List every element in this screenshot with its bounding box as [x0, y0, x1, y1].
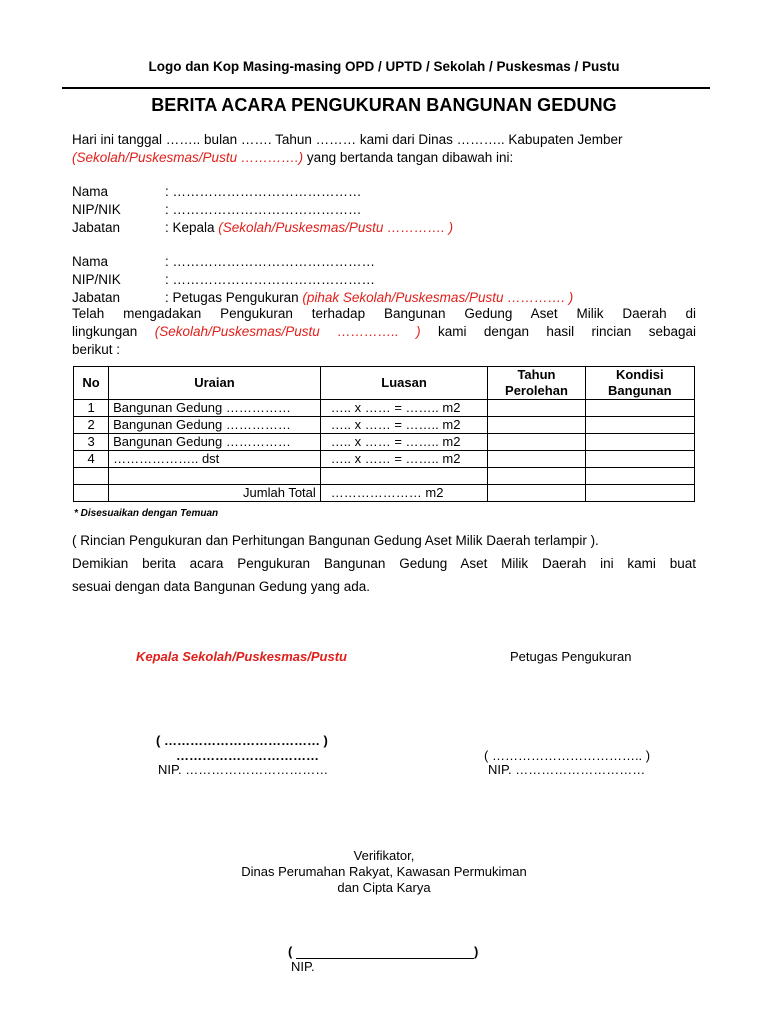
row-kondisi [585, 417, 694, 434]
party1-jabatan-row [72, 219, 696, 237]
row-tahun [488, 417, 585, 434]
rincian-paragraph: ( Rincian Pengukuran dan Perhitungan Bangunan Gedung Aset Milik Daerah terlampir ). [72, 533, 599, 548]
table-row [74, 451, 695, 468]
header-tahun-line1: Tahun [517, 367, 556, 382]
party2-nip-label: NIP/NIK [72, 272, 121, 287]
party2-nama-label: Nama [72, 254, 109, 269]
verifikator-dinas-line2: dan Cipta Karya [337, 880, 431, 895]
total-label: Jumlah Total [109, 485, 321, 502]
sign-left-name-line2: …………………………… [176, 748, 319, 763]
row-kondisi [585, 451, 694, 468]
row-uraian: ……………….. dst [109, 451, 321, 468]
verifikator-open-paren: ( [288, 944, 293, 959]
row-kondisi [585, 400, 694, 417]
header-no: No [74, 367, 109, 400]
row-no: 4 [74, 451, 109, 468]
letterhead-placeholder: Logo dan Kop Masing-masing OPD / UPTD / Sekolah / Puskesmas / Pustu [148, 59, 620, 74]
verifikator-nip: NIP. [291, 959, 315, 974]
sign-left-title: Kepala Sekolah/Puskesmas/Pustu [136, 649, 347, 664]
row-luasan: ….. x …… = …….. m2 [320, 434, 488, 451]
verifikator-block [0, 848, 768, 896]
document-title: BERITA ACARA PENGUKURAN BANGUNAN GEDUNG [151, 95, 617, 115]
telah-line-3: berikut : [72, 342, 121, 357]
row-no: 2 [74, 417, 109, 434]
row-uraian: Bangunan Gedung …………… [109, 417, 321, 434]
row-uraian: Bangunan Gedung …………… [109, 434, 321, 451]
header-tahun-perolehan [488, 367, 585, 400]
intro-signers-text: yang bertanda tangan dibawah ini: [303, 150, 514, 165]
table-header-row [74, 367, 695, 400]
table-row [74, 434, 695, 451]
party2-nip-row [72, 271, 696, 289]
intro-line-1: Hari ini tanggal …….. bulan ……. Tahun ……… kami dari Dinas ……….. Kabupaten Jember [72, 132, 623, 147]
party2-jabatan-institution: (pihak Sekolah/Puskesmas/Pustu …………. ) [302, 290, 574, 305]
party1-jabatan-label: Jabatan [72, 220, 121, 235]
sign-right-title: Petugas Pengukuran [510, 649, 632, 664]
table-row-empty [74, 468, 695, 485]
telah-hasil: kami dengan hasil rincian sebagai [438, 324, 696, 339]
party2-jabatan-label: Jabatan [72, 290, 121, 305]
row-kondisi [585, 434, 694, 451]
party1-nama-row [72, 183, 696, 201]
row-luasan: ….. x …… = …….. m2 [320, 417, 488, 434]
header-kondisi-line2: Bangunan [608, 383, 672, 398]
row-no: 1 [74, 400, 109, 417]
row-tahun [488, 434, 585, 451]
party1-nama-label: Nama [72, 184, 109, 199]
closing-line-2: sesuai dengan data Bangunan Gedung yang ada. [72, 579, 371, 594]
verifikator-signature-line [296, 958, 474, 959]
sign-right-nip: NIP. ………………………… [488, 762, 646, 777]
party1-nip-row [72, 201, 696, 219]
verifikator-close-paren: ) [474, 944, 479, 959]
letterhead-rule [62, 87, 710, 89]
table-row [74, 400, 695, 417]
telah-line-2 [72, 323, 696, 341]
table-note: * Disesuaikan dengan Temuan [74, 508, 219, 519]
header-kondisi-line1: Kondisi [615, 367, 664, 382]
telah-lingkungan: lingkungan [72, 324, 155, 339]
total-value: ………………… m2 [320, 485, 488, 502]
sign-right-name: ( …………………………….. ) [484, 748, 651, 763]
party1-jabatan-institution: (Sekolah/Puskesmas/Pustu …………. ) [218, 220, 454, 235]
sign-left-nip: NIP. …………………………… [158, 762, 329, 777]
table-total-row [74, 485, 695, 502]
row-tahun [488, 451, 585, 468]
party1-nip-label: NIP/NIK [72, 202, 121, 217]
party2-jabatan-value: : Petugas Pengukuran [165, 290, 303, 305]
row-luasan: ….. x …… = …….. m2 [320, 400, 488, 417]
row-uraian: Bangunan Gedung …………… [109, 400, 321, 417]
header-kondisi-bangunan [585, 367, 694, 400]
telah-line-1: Telah mengadakan Pengukuran terhadap Bangunan Gedung Aset Milik Daerah di [72, 306, 696, 321]
closing-line-1: Demikian berita acara Pengukuran Bangunan Gedung Aset Milik Daerah ini kami buat [72, 556, 696, 571]
party2-nama-row [72, 253, 696, 271]
measurement-table [73, 366, 695, 502]
party2-nama-value: : ……………………………………… [165, 254, 376, 269]
header-tahun-line2: Perolehan [505, 383, 568, 398]
intro-institution: (Sekolah/Puskesmas/Pustu ………….) [72, 150, 304, 165]
party2-nip-value: : ……………………………………… [165, 272, 376, 287]
intro-line-2 [72, 149, 696, 167]
party1-jabatan-value: : Kepala [165, 220, 219, 235]
verifikator-dinas-line1: Dinas Perumahan Rakyat, Kawasan Permukiman [241, 864, 527, 879]
telah-institution: (Sekolah/Puskesmas/Pustu ………….. ) [154, 324, 421, 339]
verifikator-label: Verifikator, [353, 848, 415, 863]
table-row [74, 417, 695, 434]
row-tahun [488, 400, 585, 417]
sign-left-name-line1: ( ……………………………… ) [156, 733, 328, 748]
row-no: 3 [74, 434, 109, 451]
party1-nip-value: : …………………………………… [165, 202, 362, 217]
header-uraian: Uraian [109, 367, 321, 400]
row-luasan: ….. x …… = …….. m2 [320, 451, 488, 468]
header-luasan: Luasan [320, 367, 488, 400]
party1-nama-value: : …………………………………… [165, 184, 362, 199]
